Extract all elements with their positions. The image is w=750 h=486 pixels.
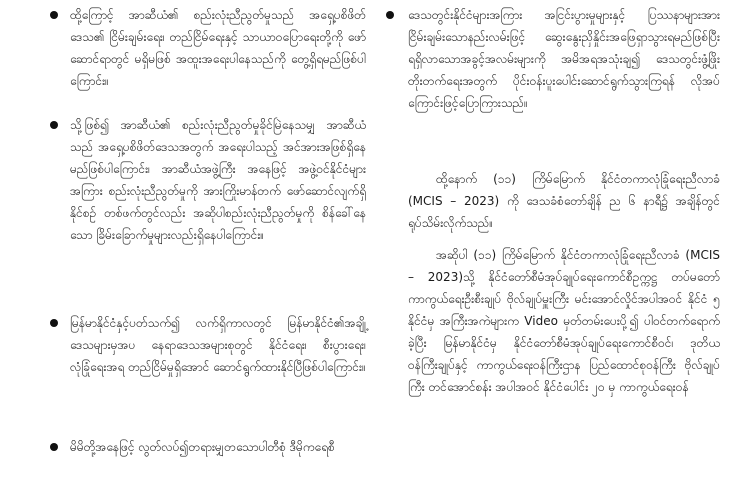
bullet-dot-icon [50, 121, 58, 129]
bullet-item [44, 436, 366, 480]
paragraph-text: အဆိုပါ (၁၁) ကြိမ်မြောက် နိုင်ငံတကာလုံခြုံရေးညီလာခံ (MCIS – 2023)သို့ နိုင်ငံတော်စီမံအုပ်ချုပ်ရေးကောင်စီဥက္ကဋ္ဌ တပ်မတော်ကာကွယ်ရေးဦးစီးချုပ် ဗိုလ်ချုပ်မှူးကြီး မင်းအောင်လှိုင်အပါအဝင် နိုင်ငံ ၅ နိုင်ငံမှ အကြီးအကဲများက Video မှတ်တမ်းပေးပို့၍ ပါဝင်တက်ရောက်ခဲ့ပြီး မြန်မာနိုင်ငံမှ နိုင်ငံတော်စီမံအုပ်ချုပ်ရေးကောင်စီဝင်၊ ဒုတိယဝန်ကြီးချုပ်နှင့် ကာကွယ်ရေးဝန်ကြီးဌာန ပြည်ထောင်စုဝန်ကြီး ဗိုလ်ချုပ်ကြီး တင်အောင်စန်း အပါအဝင် နိုင်ငံပေါင်း ၂၀ မှ ကာကွယ်ရေးဝန် [408, 248, 720, 394]
bullet-item [44, 4, 366, 92]
paragraph [380, 244, 720, 398]
bullet-dot-icon [50, 319, 58, 327]
bullet-text: မိမိတို့အနေဖြင့် လွတ်လပ်၍တရားမျှတသောပါတီစုံ ဒီမိုကရေစီ [70, 440, 335, 454]
bullet-dot-icon [50, 11, 58, 19]
left-column [44, 0, 366, 486]
bullet-text: ဒေသတွင်းနိုင်ငံများအကြား အငြင်းပွားမှုများနှင့် ပြဿနာများအား ငြိမ်းချမ်းသောနည်းလမ်းဖြင့် ဆွေးနွေးညှိနှိုင်းအဖြေရှာသွားရမည်ဖြစ်ပြီး ရရှိလာသောအခွင့်အလမ်းများကို အမိအရအသုံးချ၍ ဒေသတွင်းဖွံ့ဖြိုးတိုးတက်ရေးအတွက် ပိုင်းဝန်းပူးပေါင်းဆောင်ရွက်သွားကြရန် လိုအပ်ကြောင်းဖြင့်ပြောကြားသည်။ [408, 8, 720, 110]
right-column [380, 0, 720, 398]
bullet-text: မြန်မာနိုင်ငံနှင့်ပတ်သက်၍ လက်ရှိကာလတွင် မြန်မာနိုင်ငံ၏အချို့ဒေသများမှအပ နေရာဒေသအများစုတွင် နိုင်ငံရေး၊ စီးပွားရေး၊ လုံခြုံရေးအရ တည်ငြိမ်မှုရှိအောင် ဆောင်ရွက်ထားနိုင်ပြီဖြစ်ပါကြောင်း။ [70, 316, 366, 374]
bullet-dot-icon [386, 11, 394, 19]
paragraph [380, 168, 720, 234]
bullet-item [44, 114, 366, 290]
paragraph-text: ထို့နောက် (၁၁) ကြိမ်မြောက် နိုင်ငံတကာလုံခြုံရေးညီလာခံ (MCIS – 2023) ကို ဒေသခံစံတော်ချိန် ည ၆ နာရီ၌ အချိန်တွင် ရုပ်သိမ်းလိုက်သည်။ [408, 172, 720, 230]
bullet-dot-icon [50, 443, 58, 451]
bullet-item [380, 4, 720, 158]
bullet-text: ထို့ကြောင့် အာဆီယံ၏ စည်းလုံးညီညွတ်မှုသည် အရှေ့ပစိဖိတ်ဒေသ၏ ငြိမ်းချမ်းရေး၊ တည်ငြိမ်ရေးနှင့် သာယာဝပြောရေးတို့ကို ဖော်ဆောင်ရာတွင် မရှိမဖြစ် အထူးအရေးပါနေသည်ကို တွေ့ရှိရမည်ဖြစ်ပါကြောင်း။ [70, 8, 366, 88]
bullet-text: သို့ဖြစ်၍ အာဆီယံ၏ စည်းလုံးညီညွတ်မှုခိုင်မြဲနေသမျှ အာဆီယံသည် အရှေ့ပစိဖိတ်ဒေသအတွက် အရေးပါသည့် အင်အားအဖြစ်ရှိနေမည်ဖြစ်ပါကြောင်း၊ အာဆီယံအဖွဲ့ကြီး အနေဖြင့် အဖွဲ့ဝင်နိုင်ငံများအကြား စည်းလုံးညီညွတ်မှုကို အားကြိုးမာန်တက် ဖော်ဆောင်လျက်ရှိနိုင်စဉ် တစ်ဖက်တွင်လည်း အဆိုပါစည်းလုံးညီညွတ်မှုကို စိန်ခေါ်နေသော ခြိမ်းခြောက်မှုများလည်းရှိနေပါကြောင်း။ [70, 118, 366, 242]
bullet-item [44, 312, 366, 422]
